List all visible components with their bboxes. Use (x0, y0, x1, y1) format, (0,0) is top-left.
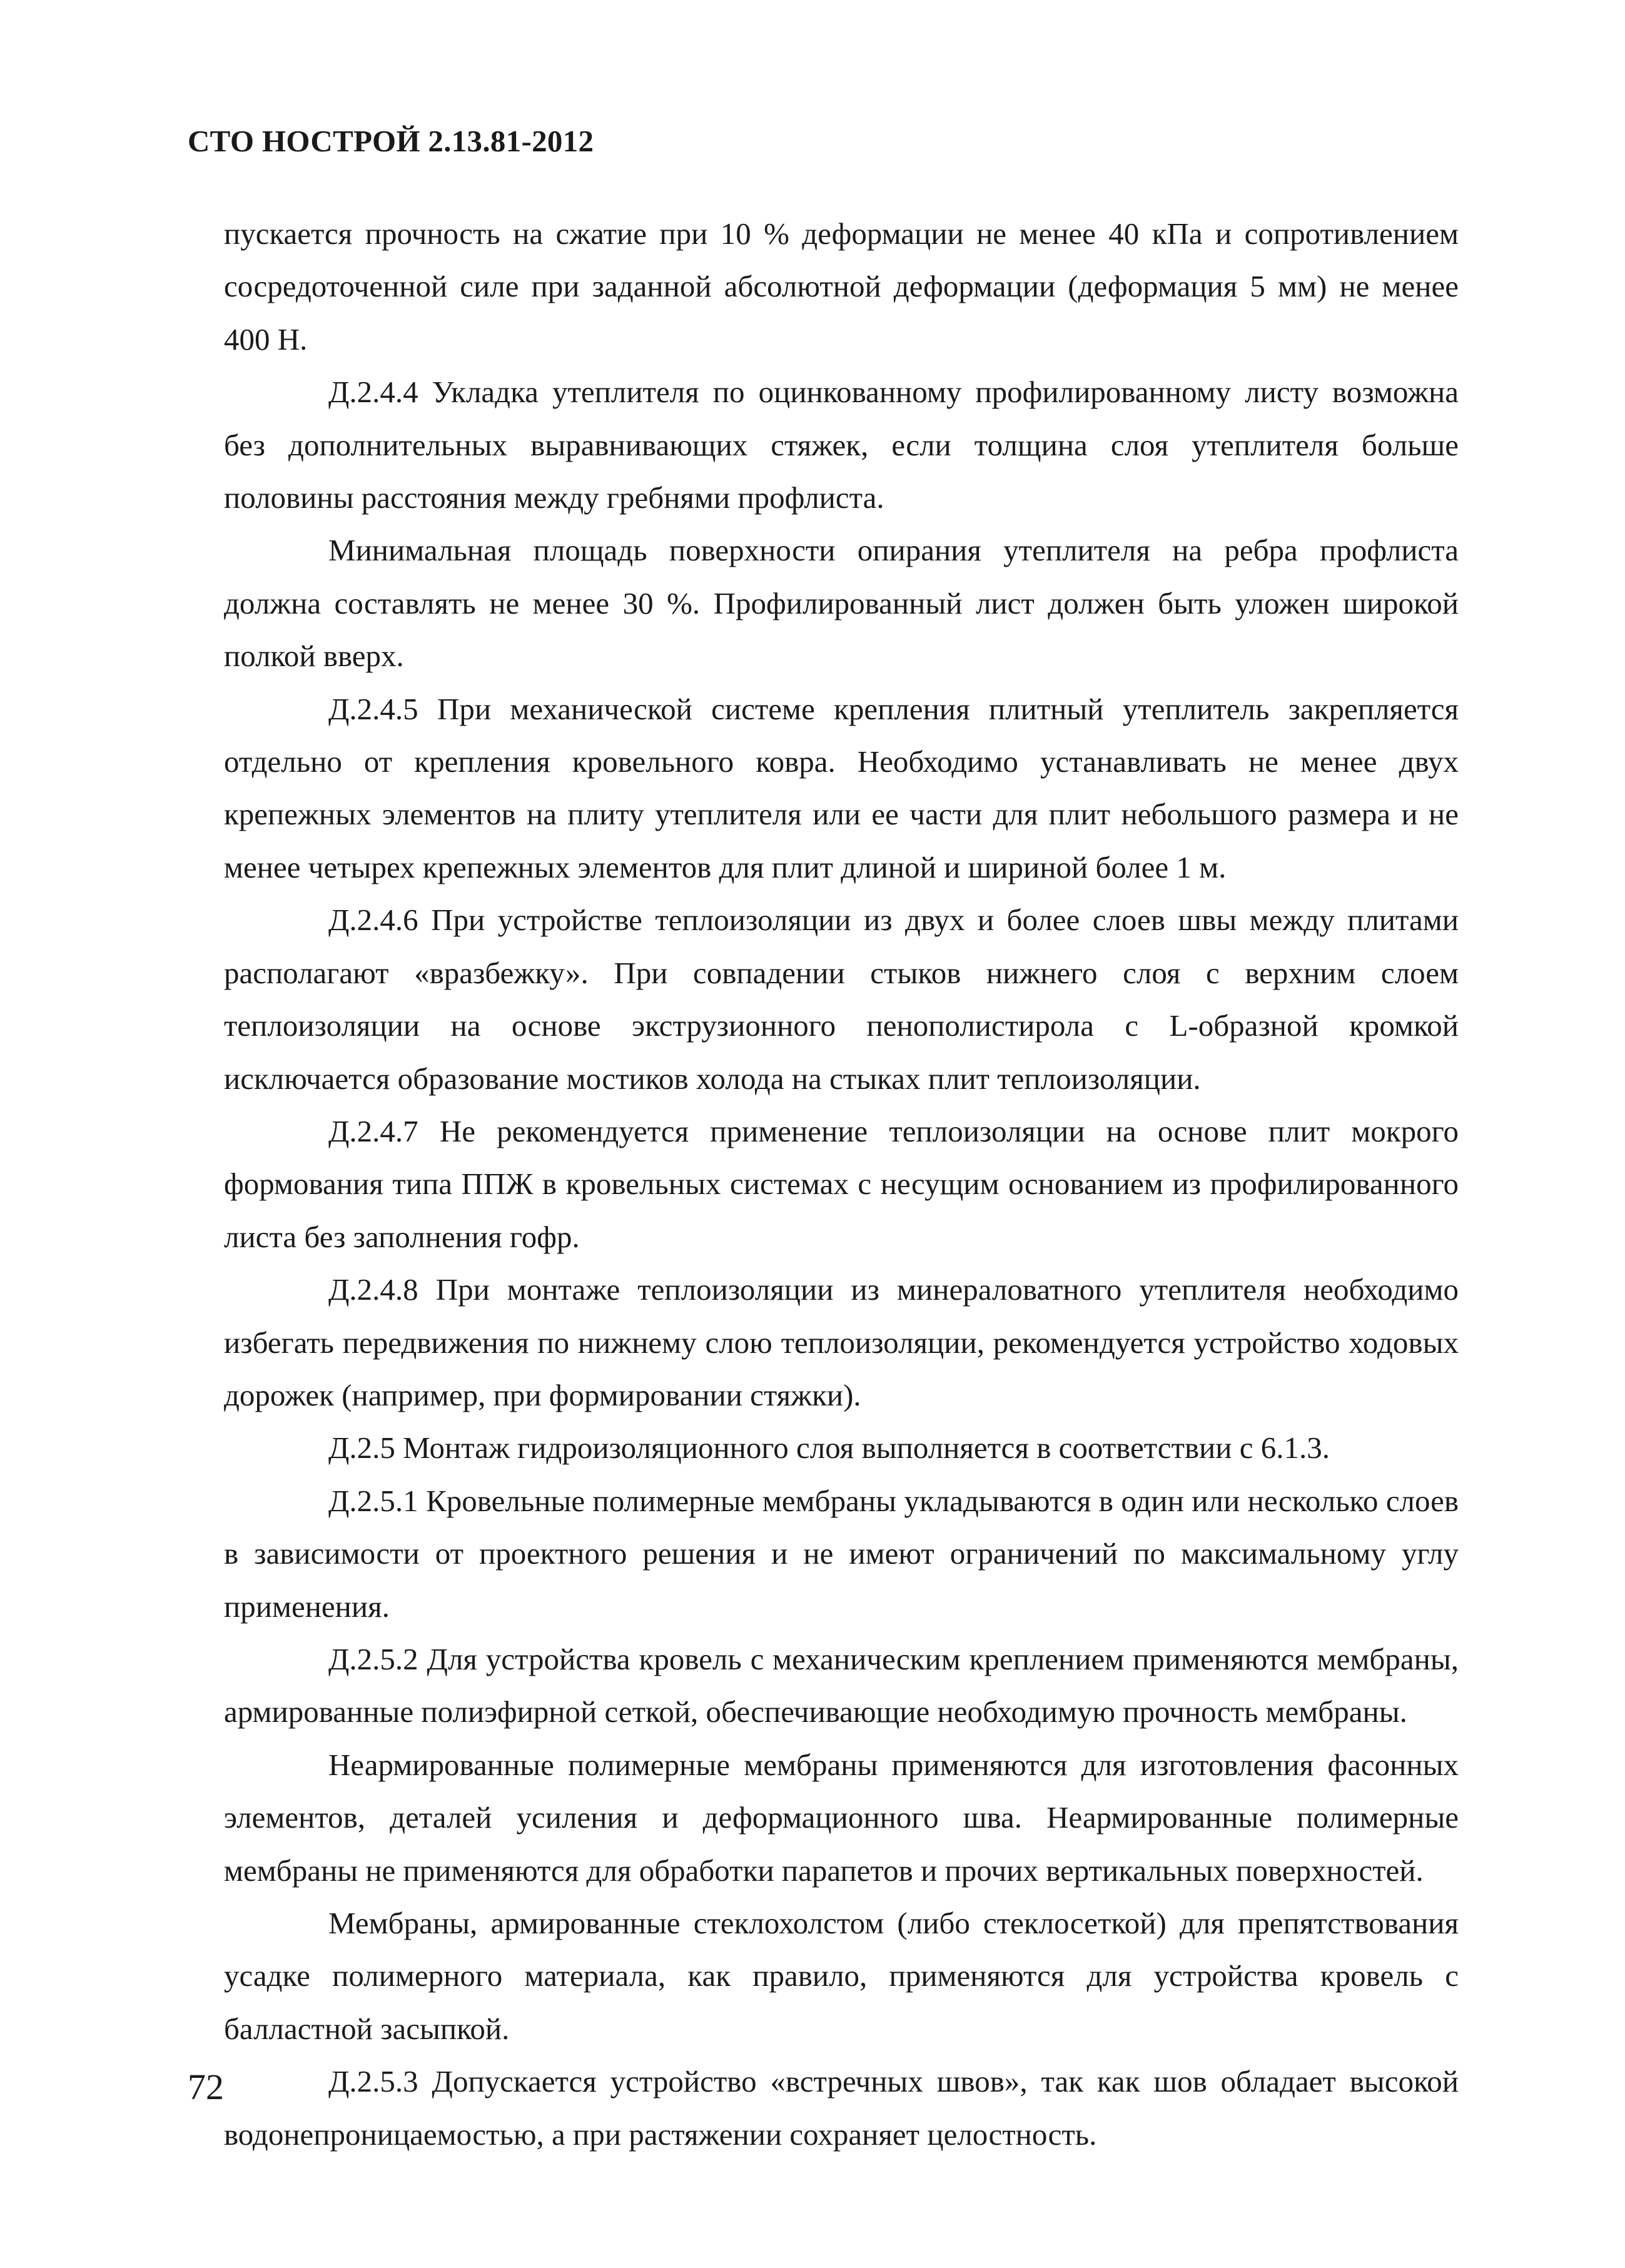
page-body (224, 208, 1459, 2161)
paragraph-continuation: пускается прочность на сжатие при 10 % деформации не менее 40 кПа и сопротивлением сосредоточенной силе при заданной абсолютной деформации (деформация 5 мм) не менее 400 Н. (224, 216, 1459, 357)
page-number: 72 (188, 2067, 224, 2107)
paragraph-d-2-4-5: Д.2.4.5 При механической системе крепления плитный утеплитель закрепляется отдельно от крепления кровельного ковра. Необходимо устанавливать не менее двух крепежных элементов на плиту утеплителя или ее части для плит небольшого размера и не менее четырех крепежных элементов для плит длиной и шириной более 1 м. (224, 691, 1459, 884)
paragraph-unreinforced-membranes: Неармированные полимерные мембраны применяются для изготовления фасонных элементов, деталей усиления и деформационного шва. Неармированные полимерные мембраны не применяются для обработки парапетов и прочих вертикальных поверхностей. (224, 1747, 1459, 1888)
paragraph-d-2-5-3: Д.2.5.3 Допускается устройство «встречных швов», так как шов обладает высокой водонепроницаемостью, а при растяжении сохраняет целостность. (224, 2064, 1459, 2152)
paragraph-fiberglass-membranes: Мембраны, армированные стеклохолстом (либо стеклосеткой) для препятствования усадке полимерного материала, как правило, применяются для устройства кровель с балластной засыпкой. (224, 1906, 1459, 2046)
document-header: СТО НОСТРОЙ 2.13.81-2012 (188, 124, 594, 158)
paragraph-d-2-4-6: Д.2.4.6 При устройстве теплоизоляции из двух и более слоев швы между плитами располагают «вразбежку». При совпадении стыков нижнего слоя с верхним слоем теплоизоляции на основе экструзионного пенополистирола с L-образной кромкой исключается образование мостиков холода на стыках плит теплоизоляции. (224, 903, 1459, 1096)
paragraph-d-2-4-4: Д.2.4.4 Укладка утеплителя по оцинкованному профилированному листу возможна без дополнительных выравнивающих стяжек, если толщина слоя утеплителя больше половины расстояния между гребнями профлиста. (224, 375, 1459, 515)
paragraph-min-support-area: Минимальная площадь поверхности опирания утеплителя на ребра профлиста должна составлять не менее 30 %. Профилированный лист должен быть уложен широкой полкой вверх. (224, 533, 1459, 674)
paragraph-d-2-5: Д.2.5 Монтаж гидроизоляционного слоя выполняется в соответствии с 6.1.3. (328, 1430, 1330, 1466)
paragraph-d-2-4-7: Д.2.4.7 Не рекомендуется применение теплоизоляции на основе плит мокрого формования типа ППЖ в кровельных системах с несущим основанием из профилированного листа без заполнения гофр. (224, 1113, 1459, 1254)
paragraph-d-2-4-8: Д.2.4.8 При монтаже теплоизоляции из минераловатного утеплителя необходимо избегать передвижения по нижнему слою теплоизоляции, рекомендуется устройство ходовых дорожек (например, при формировании стяжки). (224, 1272, 1459, 1412)
paragraph-d-2-5-1: Д.2.5.1 Кровельные полимерные мембраны укладываются в один или несколько слоев в зависимости от проектного решения и не имеют ограничений по максимальному углу применения. (224, 1483, 1459, 1624)
paragraph-d-2-5-2: Д.2.5.2 Для устройства кровель с механическим креплением применяются мембраны, армированные полиэфирной сеткой, обеспечивающие необходимую прочность мембраны. (224, 1641, 1459, 1729)
